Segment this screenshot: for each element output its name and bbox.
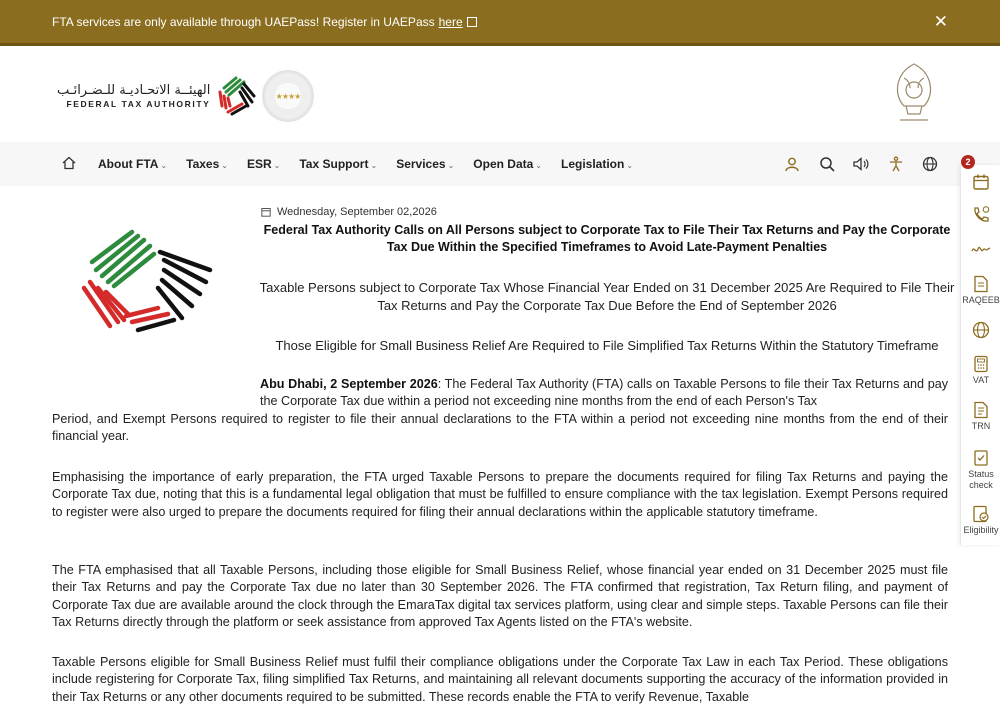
calendar-small-icon xyxy=(261,207,271,217)
chevron-down-icon: ⌄ xyxy=(370,161,378,170)
banner-close-button[interactable]: ✕ xyxy=(933,12,948,31)
home-icon[interactable] xyxy=(62,156,76,170)
search-icon[interactable] xyxy=(817,154,837,174)
nav-item-open-data[interactable] xyxy=(473,157,542,171)
fta-emblem-icon xyxy=(214,74,262,118)
nav-item-label: Tax Support xyxy=(299,157,369,171)
nav-item-label: Legislation xyxy=(561,157,625,171)
sidebar-item-globe[interactable] xyxy=(961,321,1000,339)
user-icon[interactable] xyxy=(782,154,802,174)
uaepass-banner xyxy=(0,0,1000,46)
article-paragraph-1a xyxy=(260,376,948,411)
article-dateline: Abu Dhabi, 2 September 2026 xyxy=(260,377,438,391)
nav-item-label: ESR xyxy=(246,157,272,171)
seal-stars: ★★★★ xyxy=(275,91,301,101)
chevron-down-icon: ⌄ xyxy=(273,161,281,170)
chevron-down-icon: ⌄ xyxy=(535,161,542,170)
fta-logo[interactable] xyxy=(57,74,262,118)
sidebar-item-calendar[interactable] xyxy=(961,173,1000,191)
external-link-icon[interactable] xyxy=(467,17,477,27)
globe-icon xyxy=(972,321,990,339)
article-date xyxy=(261,206,437,218)
logo-text xyxy=(57,83,210,109)
article-paragraph-2: Emphasising the importance of early preparation, the FTA urged Taxable Persons to prepare the documents required for filing Tax Returns and paying the Corporate Tax due, noting that this is a fundamental legal obligation that must be fulfilled to ensure compliance with the tax legislation. Exempt Persons required to register were also urged to prepare the documents required for filing their annual declarations within the applicable statutory timeframe. xyxy=(52,470,948,519)
banner-register-link[interactable]: here xyxy=(438,14,463,29)
sidebar-item-raqeeb[interactable] xyxy=(961,275,1000,306)
article-date-text: Wednesday, September 02,2026 xyxy=(277,206,437,218)
site-header xyxy=(0,46,1000,142)
article-paragraph-3: The FTA emphasised that all Taxable Persons, including those eligible for Small Business Relief, whose financial year ended on 31 December 2025 must file their Tax Returns and pay the Corporate Tax due no later than 30 September 2026. The FTA confirmed that registration, Tax Return filing, and payment of Corporate Tax due are available around the clock through the EmaraTax digital tax services platform, using clear and simple steps. Taxable Persons can file their Tax Returns directly through the platform or seek assistance from approved Tax Agents listed on the FTA's website. xyxy=(52,563,948,630)
article-title: Federal Tax Authority Calls on All Persons subject to Corporate Tax to File Their Tax Returns and Pay the Corporate Tax Due Within the Specified Timeframes to Avoid Late-Payment Penalties xyxy=(263,223,951,254)
document-icon xyxy=(973,275,989,293)
article-paragraph-1a-text: : The Federal Tax Authority (FTA) calls on Taxable Persons to file their Tax Returns and pay the Corporate Tax due within a period not exceeding nine months from the end of each Person's Tax xyxy=(260,377,949,409)
eligibility-icon xyxy=(972,505,990,523)
notification-badge: 2 xyxy=(961,155,975,169)
sidebar-item-phone[interactable] xyxy=(961,205,1000,225)
logo-arabic-text: الهيئــة الاتحـاديـة للـضـرائـب xyxy=(57,83,211,98)
speaker-icon[interactable] xyxy=(851,154,871,174)
sidebar-item-vat[interactable] xyxy=(961,355,1000,386)
nav-item-services[interactable] xyxy=(396,157,454,171)
accessibility-icon[interactable] xyxy=(886,154,906,174)
article-paragraph-4: Taxable Persons eligible for Small Business Relief must fulfil their compliance obligations under the Corporate Tax Law in each Tax Period. These obligations include registering for Corporate Tax, filing simplified Tax Returns, and maintaining all relevant documents supporting the accuracy of the information provided in their Tax Returns or any other documents required to be submitted. These records enable the FTA to verify Revenue, Taxable xyxy=(52,655,948,704)
calculator-icon xyxy=(973,355,989,373)
nav-item-esr[interactable] xyxy=(247,157,280,171)
nav-item-about-fta[interactable] xyxy=(98,157,167,171)
nav-item-taxes[interactable] xyxy=(186,157,228,171)
sidebar-item-signature[interactable] xyxy=(961,241,1000,257)
language-globe-icon[interactable] xyxy=(920,154,940,174)
logo-english-text: FEDERAL TAX AUTHORITY xyxy=(66,99,211,109)
banner-text: FTA services are only available through UAEPass! Register in UAEPass xyxy=(52,14,435,29)
chevron-down-icon: ⌄ xyxy=(221,161,228,170)
nav-item-label: About FTA xyxy=(98,157,159,171)
uae-emblem-icon xyxy=(886,58,942,130)
nav-item-legislation[interactable] xyxy=(561,157,633,171)
sidebar-label-status-check: Status check xyxy=(968,469,994,490)
article-paragraph-1b: Period, and Exempt Persons required to register to file their annual declarations to the FTA within a period not exceeding nine months from the end of their financial year. xyxy=(52,412,948,444)
fta-article-logo-icon xyxy=(76,226,216,336)
sidebar-item-status-check[interactable] xyxy=(961,449,1000,491)
calendar-icon xyxy=(972,173,990,191)
sidebar-label-raqeeb: RAQEEB xyxy=(962,295,1000,305)
phone-icon xyxy=(971,205,991,225)
sidebar-item-eligibility[interactable] xyxy=(961,505,1000,536)
signature-icon xyxy=(970,241,992,257)
chevron-down-icon: ⌄ xyxy=(447,161,455,170)
article-subtitle-2: Those Eligible for Small Business Relief Are Required to File Simplified Tax Returns Within the Statutory Timeframe xyxy=(275,338,939,353)
sidebar-label-vat: VAT xyxy=(972,375,990,385)
nav-tools xyxy=(782,154,955,174)
nav-item-tax-support[interactable] xyxy=(299,157,377,171)
sidebar-item-trn[interactable] xyxy=(961,401,1000,432)
status-icon xyxy=(973,449,989,467)
form-icon xyxy=(973,401,989,419)
chevron-down-icon: ⌄ xyxy=(626,161,634,170)
nav-item-label: Services xyxy=(396,157,446,171)
main-navigation xyxy=(0,142,1000,186)
quick-access-sidebar xyxy=(960,157,1000,545)
nav-item-label: Open Data xyxy=(473,157,534,171)
sidebar-label-trn: TRN xyxy=(971,421,991,431)
quality-seal xyxy=(262,70,314,122)
chevron-down-icon: ⌄ xyxy=(160,161,168,170)
sidebar-label-eligibility: Eligibility xyxy=(963,525,999,535)
article-subtitle-1: Taxable Persons subject to Corporate Tax Whose Financial Year Ended on 31 December 2025 Are Required to File Their Tax Returns and Pay the Corporate Tax Due Before the End of September 2026 xyxy=(259,280,955,313)
nav-menu xyxy=(98,142,652,186)
nav-item-label: Taxes xyxy=(186,157,220,171)
